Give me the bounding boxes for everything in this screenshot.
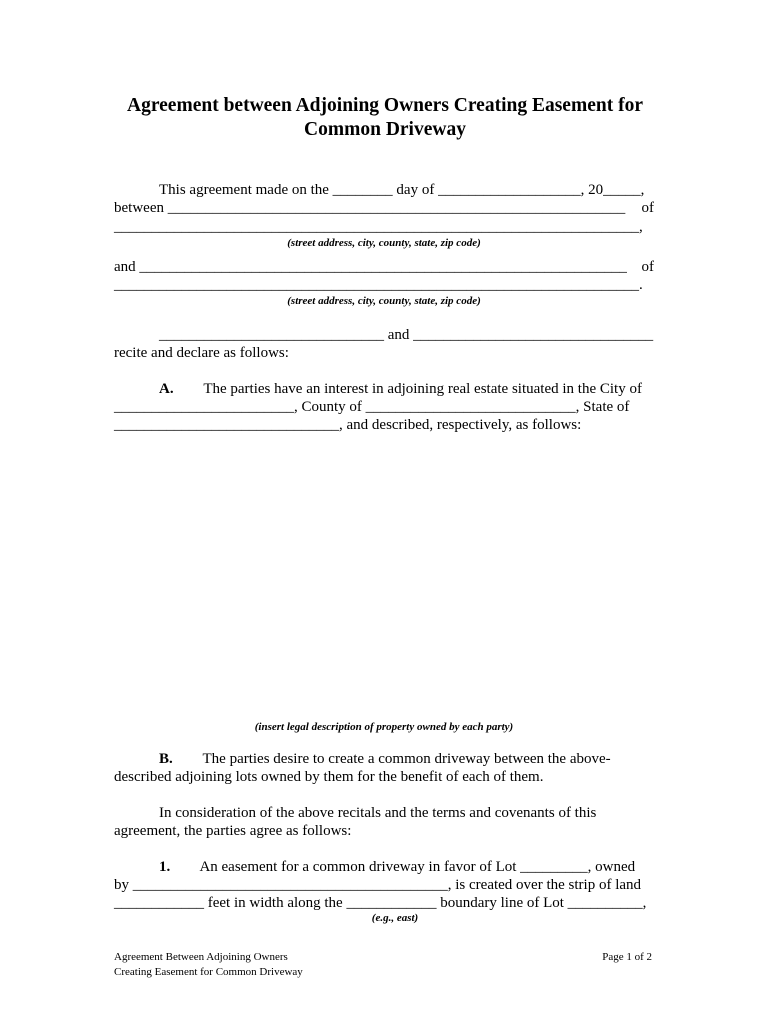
clause-1-line-2: by __________________________________________, is created over the strip of land (114, 877, 642, 893)
section-b-line-2: described adjoining lots owned by them for the benefit of each of them. (114, 769, 544, 785)
direction-caption: (e.g., east) (371, 912, 419, 924)
consideration-line-2: agreement, the parties agree as follows: (114, 823, 352, 839)
section-a-line-1 (114, 380, 654, 398)
address-caption-1: (street address, city, county, state, zip code) (287, 237, 481, 249)
clause-1-line-1 (114, 858, 654, 876)
section-a-text-1: The parties have an interest in adjoining real estate situated in the City of (203, 381, 642, 397)
section-a-line-3: ______________________________, and described, respectively, as follows: (114, 417, 582, 433)
intro-line-3: ______________________________________________________________________, (114, 219, 643, 235)
document-title (100, 94, 670, 142)
title-line-2: Common Driveway (304, 119, 466, 140)
section-a-label: A. (159, 381, 174, 397)
section-b-line-1 (114, 750, 654, 768)
address-caption-2: (street address, city, county, state, zip code) (287, 295, 481, 307)
of-word-2: of (641, 259, 654, 275)
clause-1-text-1: An easement for a common driveway in favor of Lot _________, owned (199, 859, 636, 875)
title-line-1: Agreement between Adjoining Owners Creating Easement for (127, 95, 643, 116)
section-b-text-1: The parties desire to create a common driveway between the above- (202, 751, 611, 767)
section-a-line-2: ________________________, County of ____________________________, State of (114, 399, 630, 415)
between-field: between _____________________________________________________________ (114, 200, 626, 216)
parties-line-1: ______________________________ and ________________________________ (159, 327, 654, 343)
clause-1-label: 1. (159, 859, 171, 875)
intro-line-1: This agreement made on the ________ day of ___________________, 20_____, (159, 182, 645, 198)
and-field: and _________________________________________________________________ (114, 259, 627, 275)
parties-line-2: recite and declare as follows: (114, 345, 289, 361)
page-number: Page 1 of 2 (602, 951, 652, 963)
footer-left-line-1: Agreement Between Adjoining Owners (114, 951, 288, 963)
footer-left (114, 950, 303, 980)
footer-left-line-2: Creating Easement for Common Driveway (114, 966, 303, 978)
clause-1-line-3: ____________ feet in width along the ____________ boundary line of Lot __________, (114, 895, 647, 911)
of-word: of (641, 200, 654, 216)
legal-description-caption: (insert legal description of property owned by each party) (254, 721, 514, 733)
intro-line-2 (114, 199, 654, 217)
consideration-line-1: In consideration of the above recitals and the terms and covenants of this (159, 805, 597, 821)
section-b-label: B. (159, 751, 173, 767)
intro-line-5: ______________________________________________________________________. (114, 277, 643, 293)
intro-line-4 (114, 258, 654, 276)
